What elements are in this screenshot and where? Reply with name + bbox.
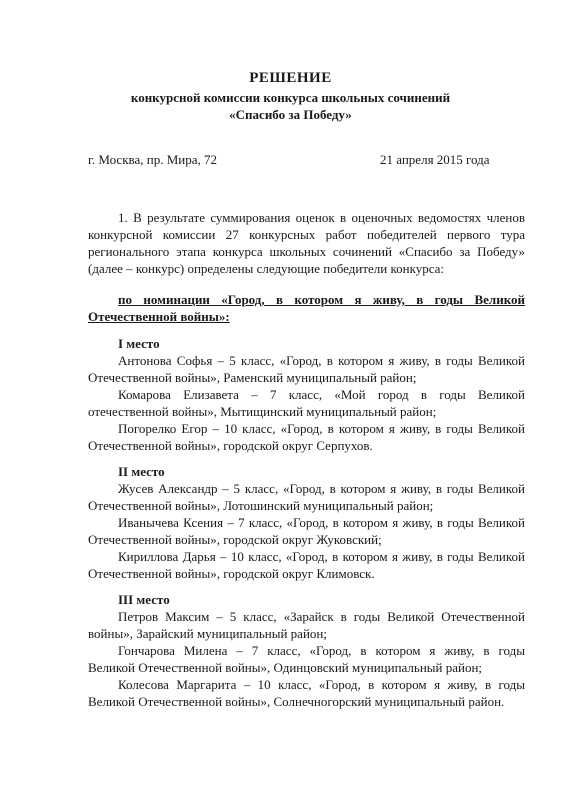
- document-date: 21 апреля 2015 года: [380, 152, 490, 167]
- place-heading: II место: [118, 464, 165, 479]
- winner-line: Отечественной войны», городской округ Климовск.: [88, 566, 375, 581]
- winner-line: Жусев Александр – 5 класс, «Город, в котором я живу, в годы Великой: [118, 481, 525, 496]
- nomination-line: по номинации «Город, в котором я живу, в годы Великой: [118, 292, 525, 307]
- document-subtitle-line2: «Спасибо за Победу»: [229, 107, 352, 122]
- winner-line: Кириллова Дарья – 10 класс, «Город, в котором я живу, в годы Великой: [118, 549, 525, 564]
- winner-line: Отечественной войны», Раменский муниципальный район;: [88, 370, 417, 385]
- winner-line: Отечественной войны», Лотошинский муниципальный район;: [88, 498, 434, 513]
- place-heading: I место: [118, 336, 160, 351]
- winner-line: Иванычева Ксения – 7 класс, «Город, в котором я живу, в годы Великой: [118, 515, 525, 530]
- winner-line: Отечественной войны», городской округ Жуковский;: [88, 532, 382, 547]
- document-subtitle-line1: конкурсной комиссии конкурса школьных сочинений: [130, 90, 451, 105]
- winner-line: Великой Отечественной войны», Одинцовский муниципальный район;: [88, 660, 483, 675]
- winner-line: Великой Отечественной войны», Солнечногорский муниципальный район.: [88, 694, 505, 709]
- document-title: РЕШЕНИЕ: [249, 70, 332, 86]
- winner-line: Комарова Елизавета – 7 класс, «Мой город в годы Великой: [118, 387, 525, 402]
- winner-line: Колесова Маргарита – 10 класс, «Город, в котором я живу, в годы: [118, 677, 525, 692]
- intro-line: конкурсной комиссии 27 конкурсных работ победителей первого тура: [88, 227, 525, 242]
- winner-line: Петров Максим – 5 класс, «Зарайск в годы Великой Отечественной: [118, 609, 525, 624]
- intro-line: (далее – конкурс) определены следующие победители конкурса:: [88, 261, 445, 276]
- intro-line: регионального этапа конкурса школьных сочинений «Спасибо за Победу»: [88, 244, 525, 259]
- winner-line: отечественной войны», Мытищинский муниципальный район;: [88, 404, 437, 419]
- intro-line: 1. В результате суммирования оценок в оценочных ведомостях членов: [118, 210, 525, 225]
- document-place: г. Москва, пр. Мира, 72: [88, 152, 217, 167]
- winner-line: Гончарова Милена – 7 класс, «Город, в котором я живу, в годы: [118, 643, 525, 658]
- winner-line: Антонова Софья – 5 класс, «Город, в котором я живу, в годы Великой: [118, 353, 525, 368]
- place-heading: III место: [118, 592, 170, 607]
- winner-line: Отечественной войны», городской округ Серпухов.: [88, 438, 373, 453]
- winner-line: Погорелко Егор – 10 класс, «Город, в котором я живу, в годы Великой: [118, 421, 525, 436]
- nomination-line: Отечественной войны»:: [88, 309, 230, 324]
- winner-line: войны», Зарайский муниципальный район;: [88, 626, 327, 641]
